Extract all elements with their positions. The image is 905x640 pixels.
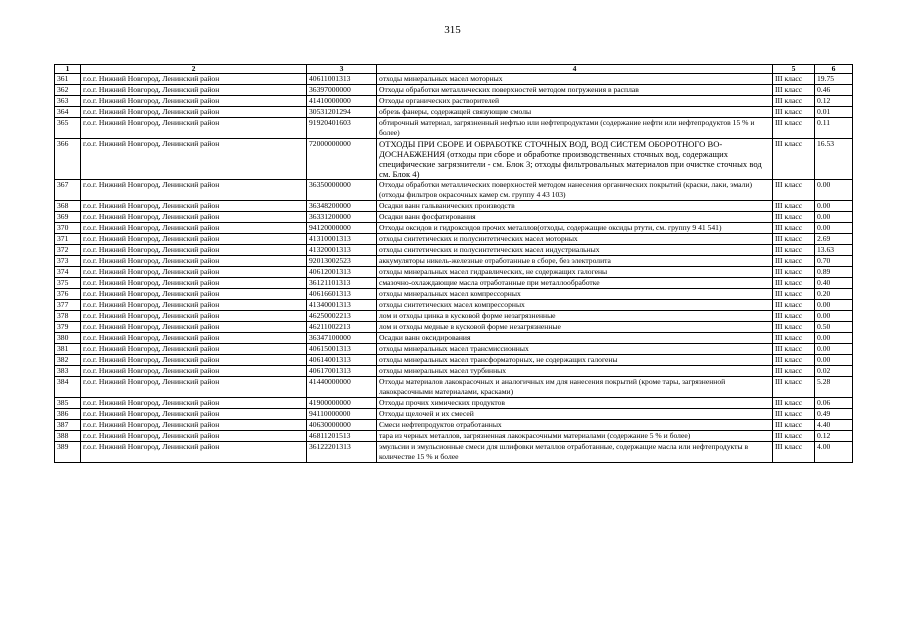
header-row bbox=[55, 65, 853, 74]
row-number-cell: 384 bbox=[55, 377, 81, 398]
hazard-class-cell: III класс bbox=[773, 201, 815, 212]
hazard-class-cell: III класс bbox=[773, 322, 815, 333]
row-number-cell: 378 bbox=[55, 311, 81, 322]
column-header: 3 bbox=[307, 65, 377, 74]
hazard-class-cell: III класс bbox=[773, 245, 815, 256]
row-number-cell: 385 bbox=[55, 398, 81, 409]
location-cell: г.о.г. Нижний Новгород, Ленинский район bbox=[81, 267, 307, 278]
row-number-cell: 361 bbox=[55, 74, 81, 85]
location-cell: г.о.г. Нижний Новгород, Ленинский район bbox=[81, 107, 307, 118]
waste-code-cell: 41440000000 bbox=[307, 377, 377, 398]
amount-cell: 0.20 bbox=[815, 289, 853, 300]
amount-cell: 0.00 bbox=[815, 212, 853, 223]
amount-cell: 0.00 bbox=[815, 355, 853, 366]
location-cell: г.о.г. Нижний Новгород, Ленинский район bbox=[81, 96, 307, 107]
table-row bbox=[55, 96, 853, 107]
waste-name-cell: отходы минеральных масел гидравлических, не содержащих галогены bbox=[377, 267, 773, 278]
amount-cell: 0.00 bbox=[815, 333, 853, 344]
waste-code-cell: 36350000000 bbox=[307, 180, 377, 201]
hazard-class-cell: III класс bbox=[773, 377, 815, 398]
row-number-cell: 387 bbox=[55, 420, 81, 431]
row-number-cell: 363 bbox=[55, 96, 81, 107]
row-number-cell: 367 bbox=[55, 180, 81, 201]
waste-code-cell: 40616601313 bbox=[307, 289, 377, 300]
location-cell: г.о.г. Нижний Новгород, Ленинский район bbox=[81, 201, 307, 212]
waste-code-cell: 72000000000 bbox=[307, 139, 377, 180]
waste-name-cell: Отходы обработки металлических поверхностей методом погружения в расплав bbox=[377, 85, 773, 96]
waste-name-cell: Отходы материалов лакокрасочных и аналогичных им для нанесения покрытий (кроме тары, загрязненной лакокрасочными материалами, красками) bbox=[377, 377, 773, 398]
amount-cell: 0.02 bbox=[815, 366, 853, 377]
table-row bbox=[55, 234, 853, 245]
waste-code-cell: 46211002213 bbox=[307, 322, 377, 333]
location-cell: г.о.г. Нижний Новгород, Ленинский район bbox=[81, 180, 307, 201]
waste-code-cell: 40611001313 bbox=[307, 74, 377, 85]
location-cell: г.о.г. Нижний Новгород, Ленинский район bbox=[81, 256, 307, 267]
location-cell: г.о.г. Нижний Новгород, Ленинский район bbox=[81, 139, 307, 180]
table-row bbox=[55, 256, 853, 267]
hazard-class-cell: III класс bbox=[773, 139, 815, 180]
table-row bbox=[55, 377, 853, 398]
waste-code-cell: 40614001313 bbox=[307, 355, 377, 366]
column-header: 1 bbox=[55, 65, 81, 74]
table-row bbox=[55, 420, 853, 431]
table-row bbox=[55, 311, 853, 322]
waste-code-cell: 94110000000 bbox=[307, 409, 377, 420]
waste-name-cell: обтирочный материал, загрязненный нефтью или нефтепродуктами (содержание нефти или нефтепродуктов 15 % и более) bbox=[377, 118, 773, 139]
table-row bbox=[55, 431, 853, 442]
column-header: 5 bbox=[773, 65, 815, 74]
amount-cell: 13.63 bbox=[815, 245, 853, 256]
location-cell: г.о.г. Нижний Новгород, Ленинский район bbox=[81, 442, 307, 463]
waste-name-cell: лом и отходы цинка в кусковой форме незагрязненные bbox=[377, 311, 773, 322]
location-cell: г.о.г. Нижний Новгород, Ленинский район bbox=[81, 289, 307, 300]
amount-cell: 0.11 bbox=[815, 118, 853, 139]
hazard-class-cell: III класс bbox=[773, 344, 815, 355]
waste-name-cell: отходы минеральных масел моторных bbox=[377, 74, 773, 85]
waste-name-cell: отходы синтетических масел компрессорных bbox=[377, 300, 773, 311]
location-cell: г.о.г. Нижний Новгород, Ленинский район bbox=[81, 409, 307, 420]
location-cell: г.о.г. Нижний Новгород, Ленинский район bbox=[81, 118, 307, 139]
waste-name-cell: Осадки ванн оксидирования bbox=[377, 333, 773, 344]
hazard-class-cell: III класс bbox=[773, 366, 815, 377]
hazard-class-cell: III класс bbox=[773, 118, 815, 139]
hazard-class-cell: III класс bbox=[773, 107, 815, 118]
table-row bbox=[55, 201, 853, 212]
table-row bbox=[55, 442, 853, 463]
waste-name-cell: смазочно-охлаждающие масла отработанные при металлообработке bbox=[377, 278, 773, 289]
waste-name-cell: эмульсии и эмульсионные смеси для шлифовки металлов отработанные, содержащие масла или нефтепродукты в количестве 15 % и более bbox=[377, 442, 773, 463]
amount-cell: 2.69 bbox=[815, 234, 853, 245]
row-number-cell: 370 bbox=[55, 223, 81, 234]
amount-cell: 0.46 bbox=[815, 85, 853, 96]
waste-code-cell: 36348200000 bbox=[307, 201, 377, 212]
waste-code-cell: 40615001313 bbox=[307, 344, 377, 355]
amount-cell: 4.00 bbox=[815, 442, 853, 463]
amount-cell: 0.70 bbox=[815, 256, 853, 267]
waste-name-cell: Осадки ванн фосфатирования bbox=[377, 212, 773, 223]
hazard-class-cell: III класс bbox=[773, 442, 815, 463]
row-number-cell: 382 bbox=[55, 355, 81, 366]
waste-code-cell: 41340001313 bbox=[307, 300, 377, 311]
location-cell: г.о.г. Нижний Новгород, Ленинский район bbox=[81, 420, 307, 431]
waste-name-cell: лом и отходы медные в кусковой форме незагрязненные bbox=[377, 322, 773, 333]
waste-name-cell: Отходы органических растворителей bbox=[377, 96, 773, 107]
table-row bbox=[55, 344, 853, 355]
waste-code-cell: 41320001313 bbox=[307, 245, 377, 256]
table-row bbox=[55, 245, 853, 256]
table-row bbox=[55, 267, 853, 278]
location-cell: г.о.г. Нижний Новгород, Ленинский район bbox=[81, 377, 307, 398]
location-cell: г.о.г. Нижний Новгород, Ленинский район bbox=[81, 333, 307, 344]
table-row bbox=[55, 180, 853, 201]
hazard-class-cell: III класс bbox=[773, 267, 815, 278]
table-row bbox=[55, 107, 853, 118]
hazard-class-cell: III класс bbox=[773, 223, 815, 234]
table-row bbox=[55, 409, 853, 420]
table-row bbox=[55, 223, 853, 234]
amount-cell: 0.01 bbox=[815, 107, 853, 118]
table-row bbox=[55, 139, 853, 180]
waste-name-cell: Отходы оксидов и гидроксидов прочих металлов(отходы, содержащие оксиды ртути, см. группу 9 41 541) bbox=[377, 223, 773, 234]
hazard-class-cell: III класс bbox=[773, 212, 815, 223]
waste-name-cell: тара из черных металлов, загрязненная лакокрасочными материалами (содержание 5 % и более) bbox=[377, 431, 773, 442]
waste-code-cell: 36122201313 bbox=[307, 442, 377, 463]
hazard-class-cell: III класс bbox=[773, 96, 815, 107]
location-cell: г.о.г. Нижний Новгород, Ленинский район bbox=[81, 234, 307, 245]
location-cell: г.о.г. Нижний Новгород, Ленинский район bbox=[81, 245, 307, 256]
waste-name-cell: отходы минеральных масел трансформаторных, не содержащих галогены bbox=[377, 355, 773, 366]
waste-code-cell: 30531201294 bbox=[307, 107, 377, 118]
waste-code-cell: 36397000000 bbox=[307, 85, 377, 96]
column-header: 4 bbox=[377, 65, 773, 74]
waste-code-cell: 92013002523 bbox=[307, 256, 377, 267]
row-number-cell: 373 bbox=[55, 256, 81, 267]
location-cell: г.о.г. Нижний Новгород, Ленинский район bbox=[81, 223, 307, 234]
row-number-cell: 368 bbox=[55, 201, 81, 212]
location-cell: г.о.г. Нижний Новгород, Ленинский район bbox=[81, 355, 307, 366]
row-number-cell: 383 bbox=[55, 366, 81, 377]
hazard-class-cell: III класс bbox=[773, 311, 815, 322]
location-cell: г.о.г. Нижний Новгород, Ленинский район bbox=[81, 431, 307, 442]
amount-cell: 5.28 bbox=[815, 377, 853, 398]
waste-code-cell: 46250002213 bbox=[307, 311, 377, 322]
waste-name-cell: ОТХОДЫ ПРИ СБОРЕ И ОБРАБОТКЕ СТОЧНЫХ ВОД, ВОД СИСТЕМ ОБОРОТНОГО ВО-ДОСНАБЖЕНИЯ (отходы при сборе и обработке производственных сточных вод, содержащих специфические загрязнители - см. Блок 3; отходы фильтровальных материалов при очистке сточных вод см. Блок 4) bbox=[377, 139, 773, 180]
amount-cell: 0.50 bbox=[815, 322, 853, 333]
amount-cell: 0.40 bbox=[815, 278, 853, 289]
table-row bbox=[55, 300, 853, 311]
amount-cell: 19.75 bbox=[815, 74, 853, 85]
table-row bbox=[55, 333, 853, 344]
location-cell: г.о.г. Нижний Новгород, Ленинский район bbox=[81, 398, 307, 409]
location-cell: г.о.г. Нижний Новгород, Ленинский район bbox=[81, 300, 307, 311]
waste-code-cell: 36331200000 bbox=[307, 212, 377, 223]
hazard-class-cell: III класс bbox=[773, 431, 815, 442]
table-row bbox=[55, 355, 853, 366]
waste-code-cell: 41900000000 bbox=[307, 398, 377, 409]
waste-name-cell: отходы минеральных масел трансмиссионных bbox=[377, 344, 773, 355]
waste-code-cell: 91920401603 bbox=[307, 118, 377, 139]
waste-code-cell: 41410000000 bbox=[307, 96, 377, 107]
amount-cell: 0.06 bbox=[815, 398, 853, 409]
waste-code-cell: 36347100000 bbox=[307, 333, 377, 344]
row-number-cell: 366 bbox=[55, 139, 81, 180]
table-row bbox=[55, 366, 853, 377]
waste-name-cell: обрезь фанеры, содержащей связующие смолы bbox=[377, 107, 773, 118]
hazard-class-cell: III класс bbox=[773, 278, 815, 289]
location-cell: г.о.г. Нижний Новгород, Ленинский район bbox=[81, 278, 307, 289]
waste-name-cell: Отходы обработки металлических поверхностей методом нанесения органических покрытий (краски, лаки, эмали)(отходы фильтров окрасочных камер см. группу 4 43 103) bbox=[377, 180, 773, 201]
row-number-cell: 374 bbox=[55, 267, 81, 278]
waste-code-cell: 41310001313 bbox=[307, 234, 377, 245]
row-number-cell: 386 bbox=[55, 409, 81, 420]
location-cell: г.о.г. Нижний Новгород, Ленинский район bbox=[81, 366, 307, 377]
hazard-class-cell: III класс bbox=[773, 234, 815, 245]
waste-name-cell: Отходы щелочей и их смесей bbox=[377, 409, 773, 420]
table-row bbox=[55, 322, 853, 333]
waste-table bbox=[54, 64, 853, 463]
hazard-class-cell: III класс bbox=[773, 180, 815, 201]
row-number-cell: 380 bbox=[55, 333, 81, 344]
waste-name-cell: отходы синтетических и полусинтетических масел индустриальных bbox=[377, 245, 773, 256]
row-number-cell: 381 bbox=[55, 344, 81, 355]
amount-cell: 0.12 bbox=[815, 96, 853, 107]
hazard-class-cell: III класс bbox=[773, 300, 815, 311]
row-number-cell: 365 bbox=[55, 118, 81, 139]
table-row bbox=[55, 278, 853, 289]
amount-cell: 16.53 bbox=[815, 139, 853, 180]
row-number-cell: 364 bbox=[55, 107, 81, 118]
row-number-cell: 388 bbox=[55, 431, 81, 442]
waste-code-cell: 40617001313 bbox=[307, 366, 377, 377]
row-number-cell: 375 bbox=[55, 278, 81, 289]
table-row bbox=[55, 289, 853, 300]
row-number-cell: 362 bbox=[55, 85, 81, 96]
table-row bbox=[55, 212, 853, 223]
row-number-cell: 371 bbox=[55, 234, 81, 245]
hazard-class-cell: III класс bbox=[773, 256, 815, 267]
amount-cell: 0.00 bbox=[815, 300, 853, 311]
hazard-class-cell: III класс bbox=[773, 355, 815, 366]
location-cell: г.о.г. Нижний Новгород, Ленинский район bbox=[81, 311, 307, 322]
amount-cell: 4.40 bbox=[815, 420, 853, 431]
waste-name-cell: отходы минеральных масел турбинных bbox=[377, 366, 773, 377]
amount-cell: 0.00 bbox=[815, 344, 853, 355]
amount-cell: 0.00 bbox=[815, 223, 853, 234]
row-number-cell: 389 bbox=[55, 442, 81, 463]
table-row bbox=[55, 118, 853, 139]
row-number-cell: 376 bbox=[55, 289, 81, 300]
hazard-class-cell: III класс bbox=[773, 74, 815, 85]
waste-name-cell: Осадки ванн гальванических производств bbox=[377, 201, 773, 212]
amount-cell: 0.00 bbox=[815, 201, 853, 212]
table-body bbox=[55, 74, 853, 463]
page-number: 315 bbox=[444, 24, 461, 36]
waste-code-cell: 40630000000 bbox=[307, 420, 377, 431]
location-cell: г.о.г. Нижний Новгород, Ленинский район bbox=[81, 85, 307, 96]
location-cell: г.о.г. Нижний Новгород, Ленинский район bbox=[81, 74, 307, 85]
hazard-class-cell: III класс bbox=[773, 333, 815, 344]
location-cell: г.о.г. Нижний Новгород, Ленинский район bbox=[81, 344, 307, 355]
hazard-class-cell: III класс bbox=[773, 289, 815, 300]
row-number-cell: 369 bbox=[55, 212, 81, 223]
waste-name-cell: Отходы прочих химических продуктов bbox=[377, 398, 773, 409]
row-number-cell: 379 bbox=[55, 322, 81, 333]
waste-code-cell: 40612001313 bbox=[307, 267, 377, 278]
waste-code-cell: 46811201513 bbox=[307, 431, 377, 442]
amount-cell: 0.12 bbox=[815, 431, 853, 442]
table-row bbox=[55, 85, 853, 96]
waste-code-cell: 36121101313 bbox=[307, 278, 377, 289]
hazard-class-cell: III класс bbox=[773, 409, 815, 420]
row-number-cell: 372 bbox=[55, 245, 81, 256]
waste-name-cell: отходы синтетических и полусинтетических масел моторных bbox=[377, 234, 773, 245]
location-cell: г.о.г. Нижний Новгород, Ленинский район bbox=[81, 212, 307, 223]
hazard-class-cell: III класс bbox=[773, 398, 815, 409]
table-row bbox=[55, 398, 853, 409]
amount-cell: 0.00 bbox=[815, 311, 853, 322]
amount-cell: 0.49 bbox=[815, 409, 853, 420]
waste-code-cell: 94120000000 bbox=[307, 223, 377, 234]
column-header: 2 bbox=[81, 65, 307, 74]
waste-name-cell: отходы минеральных масел компрессорных bbox=[377, 289, 773, 300]
column-header: 6 bbox=[815, 65, 853, 74]
hazard-class-cell: III класс bbox=[773, 420, 815, 431]
row-number-cell: 377 bbox=[55, 300, 81, 311]
waste-name-cell: Смеси нефтепродуктов отработанных bbox=[377, 420, 773, 431]
amount-cell: 0.89 bbox=[815, 267, 853, 278]
table-row bbox=[55, 74, 853, 85]
location-cell: г.о.г. Нижний Новгород, Ленинский район bbox=[81, 322, 307, 333]
waste-name-cell: аккумуляторы никель-железные отработанные в сборе, без электролита bbox=[377, 256, 773, 267]
amount-cell: 0.00 bbox=[815, 180, 853, 201]
hazard-class-cell: III класс bbox=[773, 85, 815, 96]
